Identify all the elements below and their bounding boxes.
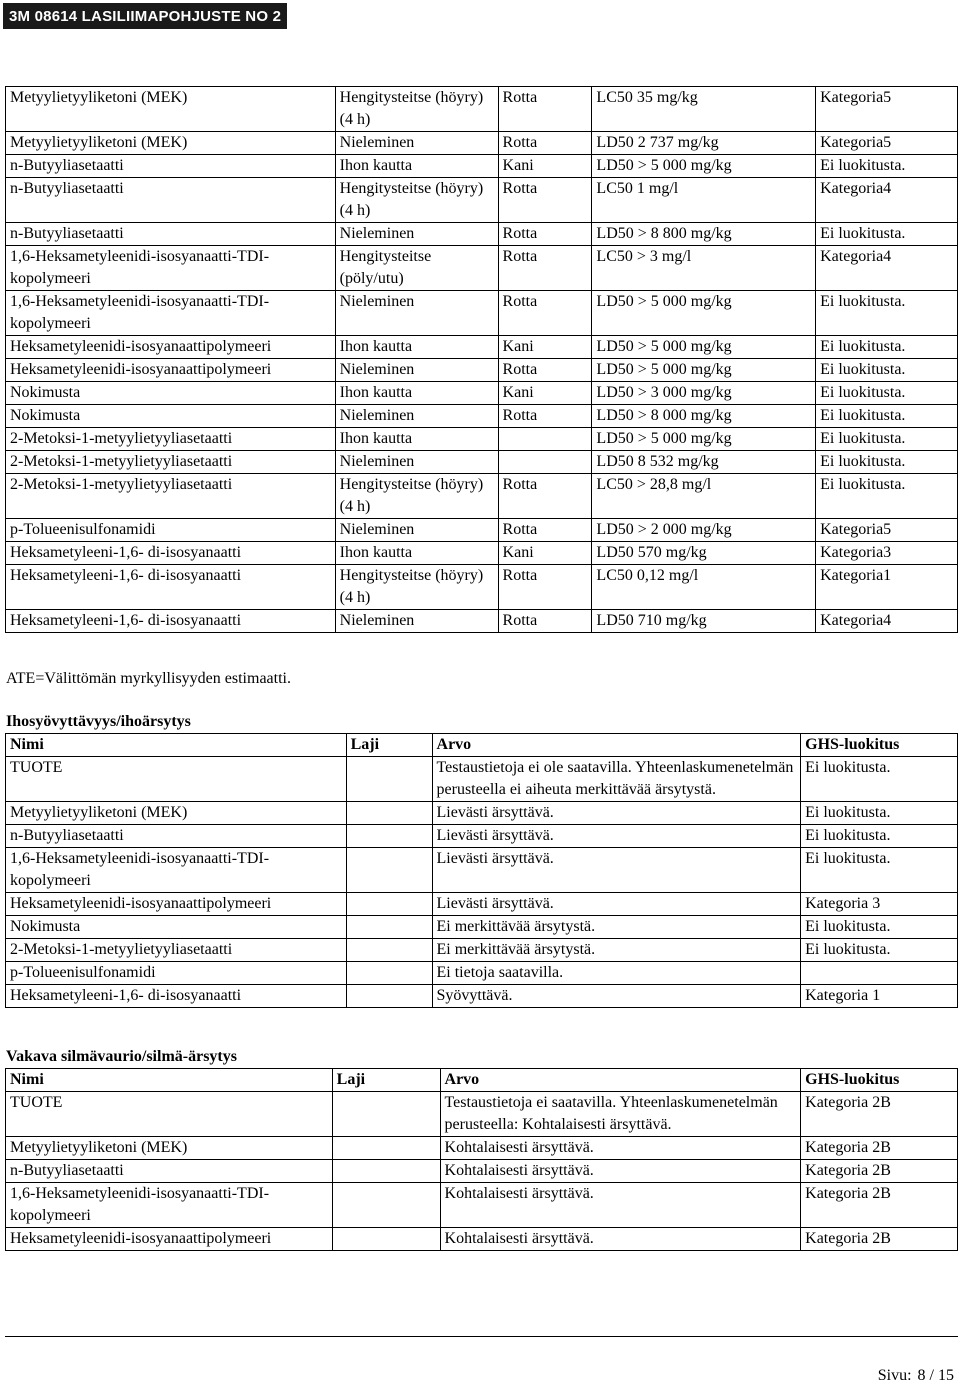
table-cell xyxy=(332,1092,440,1137)
table-cell: LC50 0,12 mg/l xyxy=(592,565,816,610)
header-laji: Laji xyxy=(332,1069,440,1092)
table-cell: Kategoria 2B xyxy=(801,1183,958,1228)
table-row xyxy=(6,610,958,633)
table-cell: n-Butyyliasetaatti xyxy=(6,825,347,848)
table-cell: Rotta xyxy=(498,87,592,132)
table-cell: LD50 > 8 000 mg/kg xyxy=(592,405,816,428)
table-cell: Lievästi ärsyttävä. xyxy=(432,848,801,893)
header-ghs: GHS-luokitus xyxy=(801,1069,958,1092)
table-cell xyxy=(332,1160,440,1183)
table-cell: Lievästi ärsyttävä. xyxy=(432,893,801,916)
table-cell: Ei luokitusta. xyxy=(801,757,958,802)
table-row xyxy=(6,1137,958,1160)
table-cell: Nokimusta xyxy=(6,916,347,939)
table-cell: Kategoria5 xyxy=(816,87,958,132)
table-cell: Ihon kautta xyxy=(335,336,498,359)
table-cell: 1,6-Heksametyleenidi-isosyanaatti-TDI-kopolymeeri xyxy=(6,848,347,893)
table-cell xyxy=(498,451,592,474)
table-cell: Ei luokitusta. xyxy=(816,428,958,451)
table-cell: Lievästi ärsyttävä. xyxy=(432,802,801,825)
table-row xyxy=(6,985,958,1008)
page-value: 8 / 15 xyxy=(917,1367,954,1384)
table-cell: Heksametyleenidi-isosyanaattipolymeeri xyxy=(6,893,347,916)
table-cell: Nokimusta xyxy=(6,382,336,405)
table-cell: Heksametyleeni-1,6- di-isosyanaatti xyxy=(6,610,336,633)
table-cell: Ei luokitusta. xyxy=(801,825,958,848)
table-cell xyxy=(346,962,432,985)
table-cell: Ei tietoja saatavilla. xyxy=(432,962,801,985)
table-row xyxy=(6,178,958,223)
table-cell: Hengitysteitse (höyry) (4 h) xyxy=(335,87,498,132)
table-cell: Ei luokitusta. xyxy=(816,405,958,428)
table-cell: Ei luokitusta. xyxy=(816,359,958,382)
table-cell: n-Butyyliasetaatti xyxy=(6,223,336,246)
table-cell: Ei luokitusta. xyxy=(816,223,958,246)
table-cell: Metyylietyyliketoni (MEK) xyxy=(6,87,336,132)
table-cell: Kategoria 2B xyxy=(801,1228,958,1251)
table-cell: Heksametyleenidi-isosyanaattipolymeeri xyxy=(6,336,336,359)
header-nimi: Nimi xyxy=(6,1069,333,1092)
table-cell: 2-Metoksi-1-metyylietyyliasetaatti xyxy=(6,451,336,474)
page-label: Sivu: xyxy=(877,1367,912,1384)
table-cell: Nieleminen xyxy=(335,610,498,633)
table-row xyxy=(6,359,958,382)
table-cell: Ei luokitusta. xyxy=(816,474,958,519)
header-nimi: Nimi xyxy=(6,734,347,757)
table-cell: Ei luokitusta. xyxy=(816,155,958,178)
table-cell xyxy=(498,428,592,451)
table-cell: Metyylietyyliketoni (MEK) xyxy=(6,132,336,155)
table-row xyxy=(6,87,958,132)
table-cell: TUOTE xyxy=(6,1092,333,1137)
table-cell: Kategoria 3 xyxy=(801,893,958,916)
table-row xyxy=(6,246,958,291)
skin-section-title: Ihosyövyttävyys/ihoärsytys xyxy=(6,713,191,730)
table-cell: Kani xyxy=(498,336,592,359)
table-cell: Nokimusta xyxy=(6,405,336,428)
table-cell: Heksametyleenidi-isosyanaattipolymeeri xyxy=(6,1228,333,1251)
table-cell: Testaustietoja ei saatavilla. Yhteenlaskumenetelmän perusteella: Kohtalaisesti ärsyttävä. xyxy=(440,1092,801,1137)
table-row xyxy=(6,1092,958,1137)
table-cell: LC50 > 28,8 mg/l xyxy=(592,474,816,519)
table-row xyxy=(6,451,958,474)
document-header xyxy=(0,0,960,32)
table-cell: Ei luokitusta. xyxy=(801,802,958,825)
table-cell: Rotta xyxy=(498,246,592,291)
table-row xyxy=(6,519,958,542)
table-cell: LD50 > 5 000 mg/kg xyxy=(592,291,816,336)
eye-irritation-table xyxy=(5,1068,958,1251)
table-cell: n-Butyyliasetaatti xyxy=(6,155,336,178)
table-cell: Kategoria1 xyxy=(816,565,958,610)
table-cell: Kategoria 1 xyxy=(801,985,958,1008)
table-cell: Hengitysteitse (pöly/utu) xyxy=(335,246,498,291)
table-cell: LD50 710 mg/kg xyxy=(592,610,816,633)
table-cell: 1,6-Heksametyleenidi-isosyanaatti-TDI-kopolymeeri xyxy=(6,1183,333,1228)
table-cell: Rotta xyxy=(498,565,592,610)
table-cell: Rotta xyxy=(498,178,592,223)
table-row xyxy=(6,848,958,893)
table-cell: Rotta xyxy=(498,132,592,155)
table-row xyxy=(6,565,958,610)
table-cell: LC50 1 mg/l xyxy=(592,178,816,223)
table-row xyxy=(6,336,958,359)
table-cell: Ihon kautta xyxy=(335,542,498,565)
table-cell: Lievästi ärsyttävä. xyxy=(432,825,801,848)
table-cell xyxy=(332,1183,440,1228)
table-cell xyxy=(346,757,432,802)
table-cell: LD50 570 mg/kg xyxy=(592,542,816,565)
ate-note: ATE=Välittömän myrkyllisyyden estimaatti. xyxy=(6,670,291,687)
table-cell: Ei merkittävää ärsytystä. xyxy=(432,939,801,962)
table-cell: Nieleminen xyxy=(335,291,498,336)
table-cell: Ei merkittävää ärsytystä. xyxy=(432,916,801,939)
table-cell: Rotta xyxy=(498,519,592,542)
table-cell: Ei luokitusta. xyxy=(816,336,958,359)
table-cell: n-Butyyliasetaatti xyxy=(6,178,336,223)
table-cell: Rotta xyxy=(498,291,592,336)
table-cell: LD50 8 532 mg/kg xyxy=(592,451,816,474)
table-cell: Hengitysteitse (höyry) (4 h) xyxy=(335,474,498,519)
skin-irritation-table xyxy=(5,733,958,1008)
table-row xyxy=(6,1160,958,1183)
table-row xyxy=(6,132,958,155)
table-cell: LD50 > 2 000 mg/kg xyxy=(592,519,816,542)
document-title: 3M 08614 LASILIIMAPOHJUSTE NO 2 xyxy=(3,3,287,29)
table-cell: Kategoria5 xyxy=(816,132,958,155)
table-row xyxy=(6,893,958,916)
table-header-row xyxy=(6,1069,958,1092)
table-row xyxy=(6,405,958,428)
table-cell: TUOTE xyxy=(6,757,347,802)
table-cell: Kohtalaisesti ärsyttävä. xyxy=(440,1160,801,1183)
table-cell: Kani xyxy=(498,542,592,565)
table-cell: Kategoria4 xyxy=(816,246,958,291)
table-row xyxy=(6,962,958,985)
table-cell: Rotta xyxy=(498,359,592,382)
table-cell: LC50 > 3 mg/l xyxy=(592,246,816,291)
table-cell: Ihon kautta xyxy=(335,382,498,405)
table-row xyxy=(6,802,958,825)
table-row xyxy=(6,223,958,246)
table-cell: Nieleminen xyxy=(335,519,498,542)
table-row xyxy=(6,939,958,962)
table-cell xyxy=(332,1137,440,1160)
table-cell xyxy=(801,962,958,985)
table-cell: Kani xyxy=(498,382,592,405)
table-cell: Kategoria 2B xyxy=(801,1092,958,1137)
table-cell xyxy=(346,848,432,893)
table-cell: Rotta xyxy=(498,474,592,519)
table-row xyxy=(6,428,958,451)
table-cell: Nieleminen xyxy=(335,223,498,246)
table-cell: Metyylietyyliketoni (MEK) xyxy=(6,802,347,825)
footer-divider xyxy=(5,1336,958,1337)
table-cell xyxy=(346,802,432,825)
table-row xyxy=(6,291,958,336)
table-cell: Nieleminen xyxy=(335,359,498,382)
table-cell: LD50 > 5 000 mg/kg xyxy=(592,428,816,451)
table-cell: n-Butyyliasetaatti xyxy=(6,1160,333,1183)
table-cell: Ei luokitusta. xyxy=(816,291,958,336)
acute-toxicity-table xyxy=(5,86,958,633)
page-number xyxy=(878,1365,954,1387)
table-cell: Testaustietoja ei ole saatavilla. Yhteenlaskumenetelmän perusteella ei aiheuta merkittävää ärsytystä. xyxy=(432,757,801,802)
table-cell: Nieleminen xyxy=(335,451,498,474)
eye-section-title: Vakava silmävaurio/silmä-ärsytys xyxy=(6,1048,237,1065)
table-cell: Metyylietyyliketoni (MEK) xyxy=(6,1137,333,1160)
table-cell: Nieleminen xyxy=(335,132,498,155)
table-cell: 1,6-Heksametyleenidi-isosyanaatti-TDI-kopolymeeri xyxy=(6,246,336,291)
header-ghs: GHS-luokitus xyxy=(801,734,958,757)
table-cell xyxy=(346,825,432,848)
table-row xyxy=(6,474,958,519)
table-cell: 2-Metoksi-1-metyylietyyliasetaatti xyxy=(6,939,347,962)
table-cell: 2-Metoksi-1-metyylietyyliasetaatti xyxy=(6,428,336,451)
table-cell: Kategoria4 xyxy=(816,178,958,223)
table-cell: Kohtalaisesti ärsyttävä. xyxy=(440,1228,801,1251)
table-row xyxy=(6,916,958,939)
table-cell: Heksametyleeni-1,6- di-isosyanaatti xyxy=(6,565,336,610)
table-cell: LC50 35 mg/kg xyxy=(592,87,816,132)
table-cell: Hengitysteitse (höyry) (4 h) xyxy=(335,178,498,223)
table-cell: Ihon kautta xyxy=(335,428,498,451)
table-cell: Kani xyxy=(498,155,592,178)
table-cell xyxy=(346,985,432,1008)
table-cell: Ei luokitusta. xyxy=(816,451,958,474)
table-cell: Heksametyleenidi-isosyanaattipolymeeri xyxy=(6,359,336,382)
table-cell: Syövyttävä. xyxy=(432,985,801,1008)
table-cell: Kategoria4 xyxy=(816,610,958,633)
header-laji: Laji xyxy=(346,734,432,757)
table-cell: 1,6-Heksametyleenidi-isosyanaatti-TDI-kopolymeeri xyxy=(6,291,336,336)
table-cell: p-Tolueenisulfonamidi xyxy=(6,962,347,985)
table-cell: 2-Metoksi-1-metyylietyyliasetaatti xyxy=(6,474,336,519)
table-row xyxy=(6,382,958,405)
table-cell: LD50 2 737 mg/kg xyxy=(592,132,816,155)
header-arvo: Arvo xyxy=(440,1069,801,1092)
table-cell: Heksametyleeni-1,6- di-isosyanaatti xyxy=(6,542,336,565)
table-cell: Kategoria3 xyxy=(816,542,958,565)
table-cell: Kohtalaisesti ärsyttävä. xyxy=(440,1183,801,1228)
table-cell: Kategoria 2B xyxy=(801,1137,958,1160)
table-cell: LD50 > 3 000 mg/kg xyxy=(592,382,816,405)
table-cell xyxy=(346,939,432,962)
table-cell: p-Tolueenisulfonamidi xyxy=(6,519,336,542)
table-cell xyxy=(332,1228,440,1251)
table-cell: LD50 > 8 800 mg/kg xyxy=(592,223,816,246)
table-cell: Kohtalaisesti ärsyttävä. xyxy=(440,1137,801,1160)
table-cell: LD50 > 5 000 mg/kg xyxy=(592,155,816,178)
table-cell: Kategoria5 xyxy=(816,519,958,542)
table-header-row xyxy=(6,734,958,757)
table-row xyxy=(6,542,958,565)
table-cell: LD50 > 5 000 mg/kg xyxy=(592,359,816,382)
table-cell: Nieleminen xyxy=(335,405,498,428)
table-cell: Rotta xyxy=(498,610,592,633)
table-row xyxy=(6,1183,958,1228)
table-cell: Ei luokitusta. xyxy=(801,848,958,893)
table-row xyxy=(6,757,958,802)
table-cell xyxy=(346,916,432,939)
table-row xyxy=(6,155,958,178)
table-cell: Kategoria 2B xyxy=(801,1160,958,1183)
table-cell xyxy=(346,893,432,916)
table-cell: LD50 > 5 000 mg/kg xyxy=(592,336,816,359)
table-cell: Hengitysteitse (höyry) (4 h) xyxy=(335,565,498,610)
header-arvo: Arvo xyxy=(432,734,801,757)
table-cell: Rotta xyxy=(498,223,592,246)
table-cell: Rotta xyxy=(498,405,592,428)
table-row xyxy=(6,825,958,848)
table-cell: Ihon kautta xyxy=(335,155,498,178)
table-cell: Ei luokitusta. xyxy=(816,382,958,405)
table-cell: Ei luokitusta. xyxy=(801,916,958,939)
table-cell: Ei luokitusta. xyxy=(801,939,958,962)
table-cell: Heksametyleeni-1,6- di-isosyanaatti xyxy=(6,985,347,1008)
table-row xyxy=(6,1228,958,1251)
